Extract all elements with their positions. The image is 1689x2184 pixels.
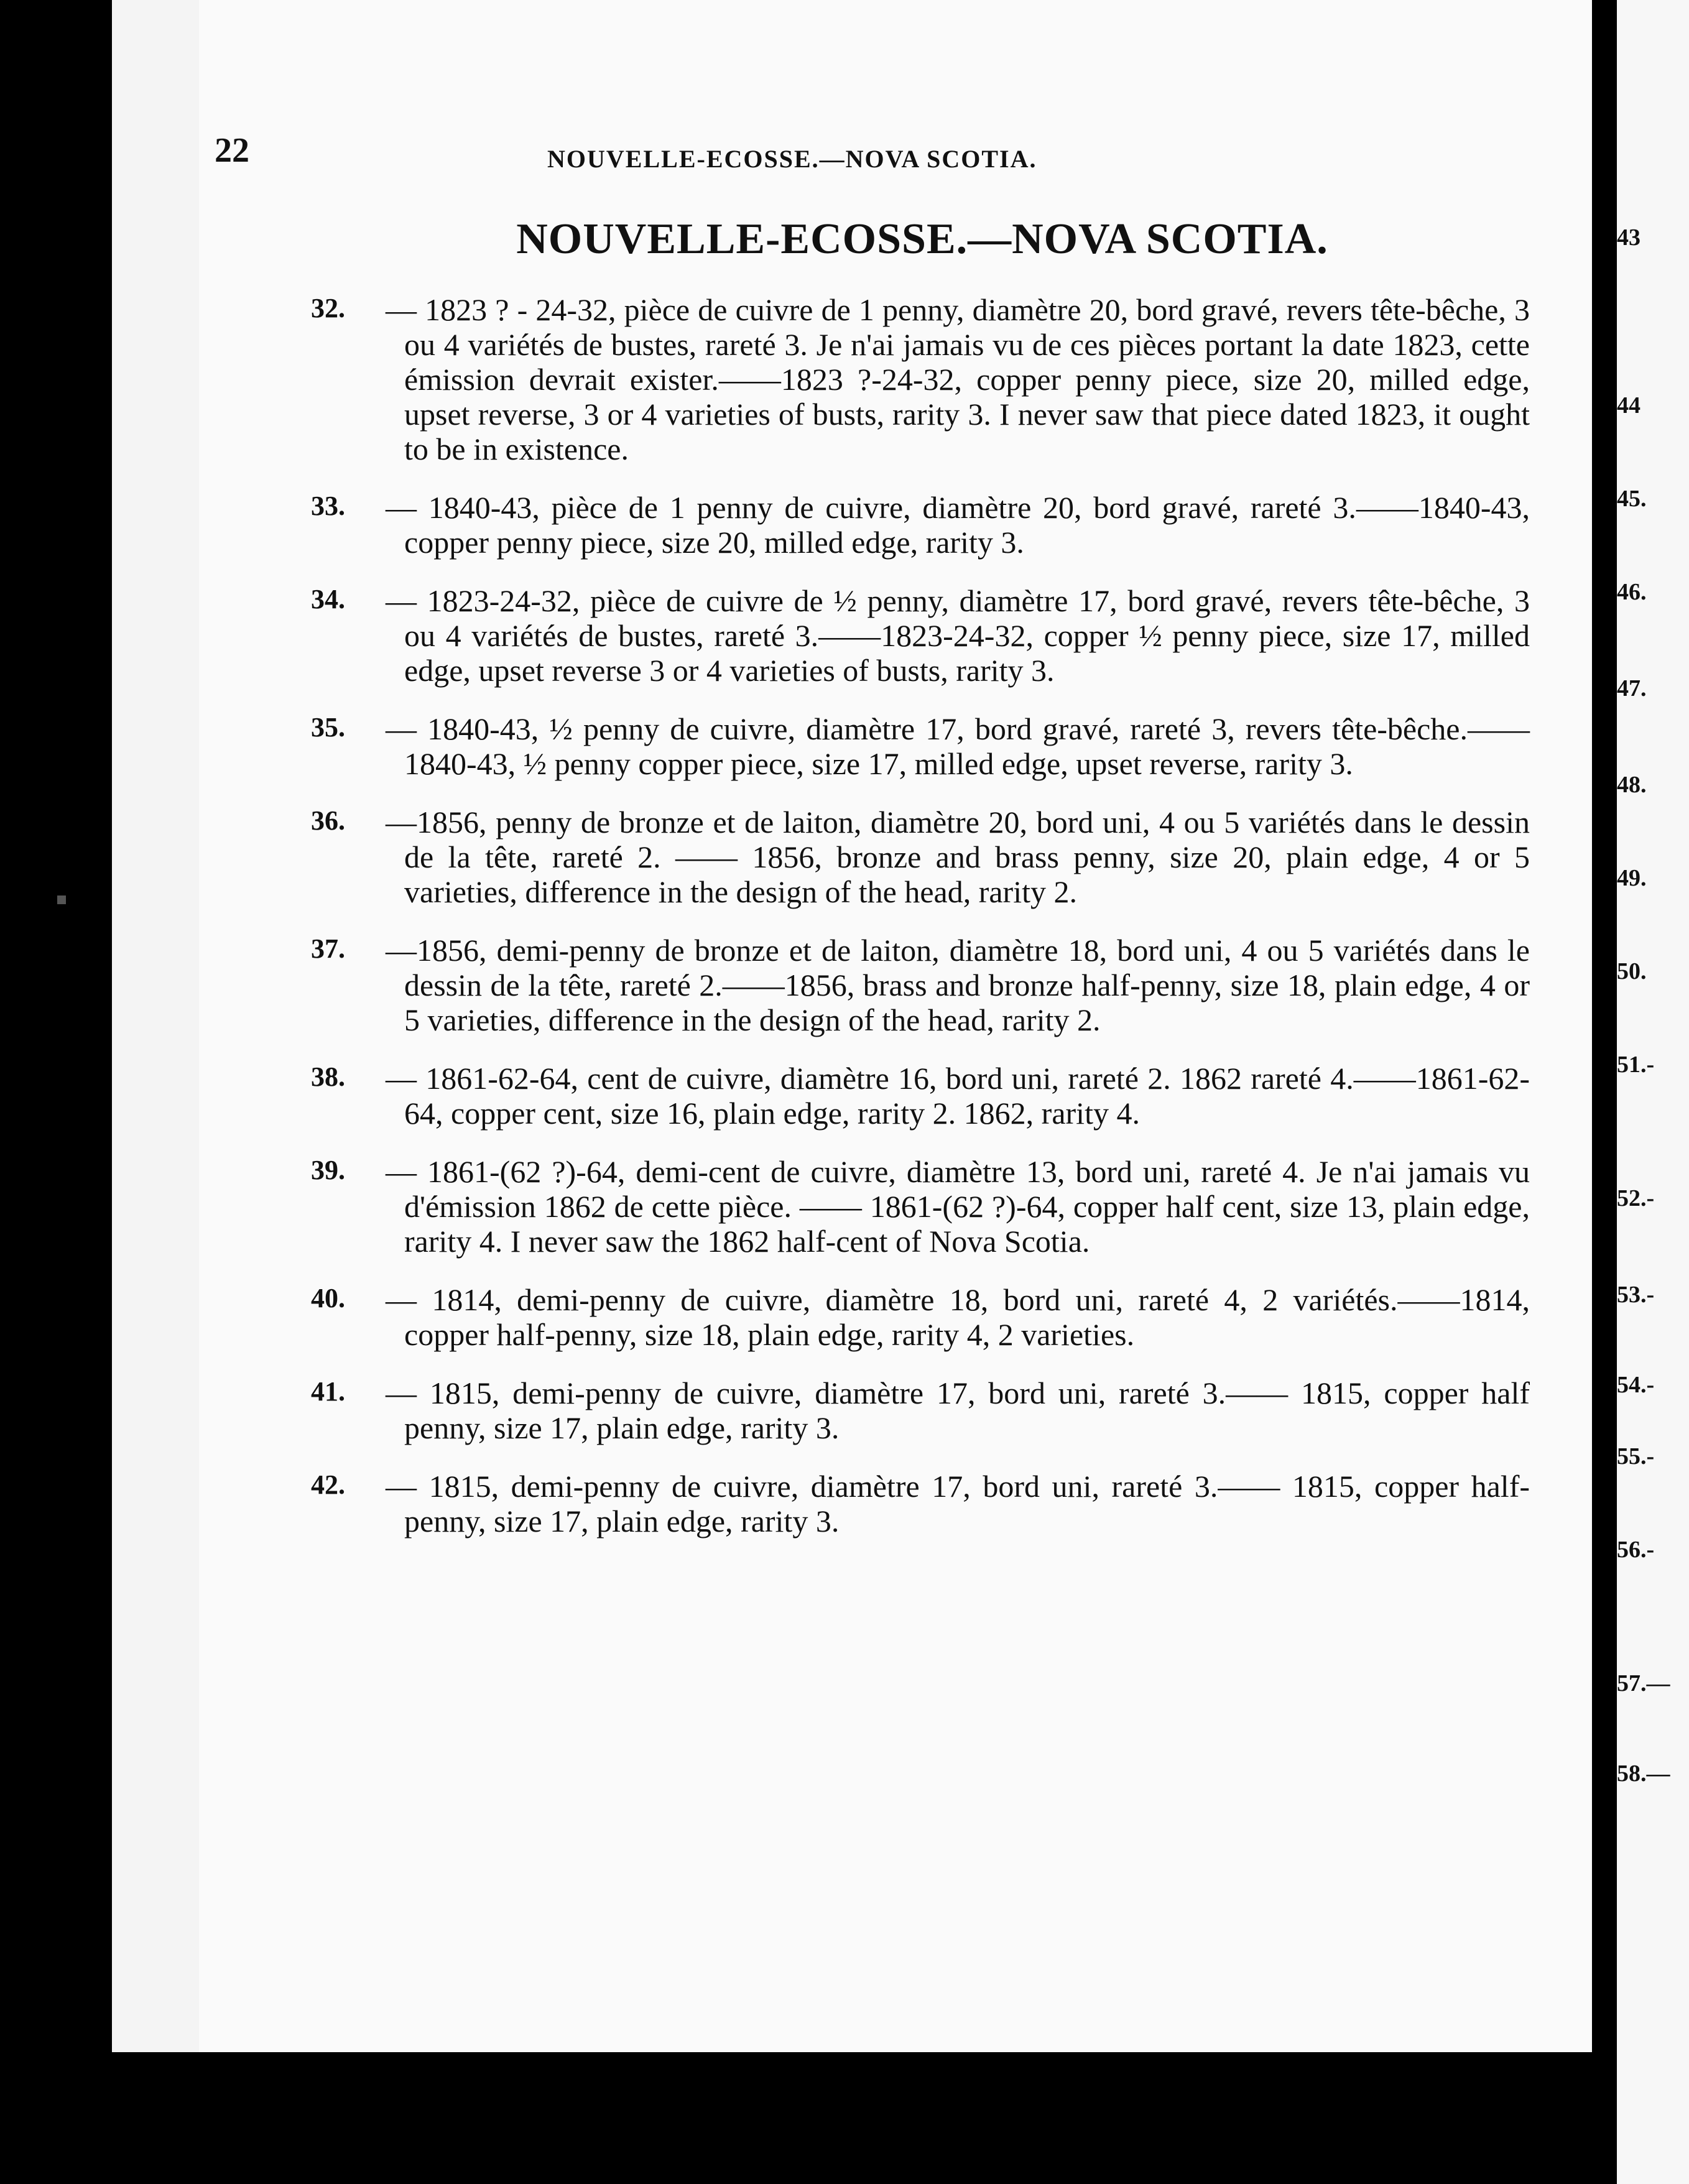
entry-text: — 1861-(62 ?)-64, demi-cent de cuivre, diamètre 13, bord uni, rareté 4. Je n'ai jamais vu d'émission 1862 de cette pièce. —— 1861-(62 ?)-64, copper half cent, size 13, plain edge, rarity 4. I never saw the 1862 half-cent of Nova Scotia. bbox=[386, 1154, 1530, 1259]
running-head bbox=[0, 131, 1689, 173]
adjacent-entry-number: 54.- bbox=[1617, 1372, 1655, 1398]
adjacent-entry-number: 51.- bbox=[1617, 1052, 1655, 1078]
list-item bbox=[311, 583, 1530, 688]
entry-number: 32. bbox=[311, 293, 345, 323]
adjacent-entry-number: 57.— bbox=[1617, 1670, 1670, 1696]
adjacent-entry-number: 52.- bbox=[1617, 1185, 1655, 1211]
list-item bbox=[311, 711, 1530, 781]
entry-number: 38. bbox=[311, 1062, 345, 1092]
list-item bbox=[311, 805, 1530, 909]
entry-number: 33. bbox=[311, 491, 345, 521]
adjacent-entry-number: 44 bbox=[1617, 392, 1640, 419]
entry-number: 39. bbox=[311, 1155, 345, 1185]
adjacent-entry-number: 48. bbox=[1617, 772, 1647, 798]
adjacent-entry-number: 43 bbox=[1617, 224, 1640, 251]
adjacent-entry-number: 55.- bbox=[1617, 1443, 1655, 1469]
book-gutter bbox=[1592, 0, 1617, 2184]
list-item bbox=[311, 490, 1530, 560]
page-title: NOUVELLE-ECOSSE.—NOVA SCOTIA. bbox=[516, 215, 1328, 263]
list-item bbox=[311, 1469, 1530, 1539]
adjacent-entry-number: 45. bbox=[1617, 486, 1647, 512]
list-item bbox=[311, 1154, 1530, 1259]
entry-number: 36. bbox=[311, 805, 345, 836]
entry-text: —1856, demi-penny de bronze et de laiton, diamètre 18, bord uni, 4 ou 5 variétés dans le dessin de la tête, rareté 2.——1856, brass and bronze half-penny, size 18, plain edge, 4 or 5 varieties, difference in the design of the head, rarity 2. bbox=[386, 933, 1530, 1037]
entry-text: — 1815, demi-penny de cuivre, diamètre 17, bord uni, rareté 3.—— 1815, copper half penny, size 17, plain edge, rarity 3. bbox=[386, 1376, 1530, 1445]
adjacent-entry-number: 46. bbox=[1617, 579, 1647, 605]
adjacent-entry-number: 47. bbox=[1617, 675, 1647, 701]
scan-mark bbox=[57, 895, 66, 904]
list-item bbox=[311, 1061, 1530, 1131]
adjacent-entry-number: 58.— bbox=[1617, 1761, 1670, 1787]
page-edge bbox=[180, 0, 201, 2052]
entry-text: — 1814, demi-penny de cuivre, diamètre 18, bord uni, rareté 4, 2 variétés.——1814, copper half-penny, size 18, plain edge, rarity 4, 2 varieties. bbox=[386, 1282, 1530, 1352]
entry-text: — 1840-43, pièce de 1 penny de cuivre, diamètre 20, bord gravé, rareté 3.——1840-43, copper penny piece, size 20, milled edge, rarity 3. bbox=[386, 490, 1530, 560]
page-number: 22 bbox=[215, 131, 249, 170]
entry-text: — 1823 ? - 24-32, pièce de cuivre de 1 penny, diamètre 20, bord gravé, revers tête-bêche, 3 ou 4 variétés de bustes, rareté 3. Je n'ai jamais vu de ces pièces portant la date 1823, cette émission devrait exister.——1823 ?-24-32, copper penny piece, size 20, milled edge, upset reverse, 3 or 4 varieties of busts, rarity 3. I never saw that piece dated 1823, it ought to be in existence. bbox=[386, 292, 1530, 466]
entry-number: 34. bbox=[311, 584, 345, 614]
list-item bbox=[311, 933, 1530, 1037]
entry-number: 42. bbox=[311, 1469, 345, 1500]
entry-text: — 1861-62-64, cent de cuivre, diamètre 16, bord uni, rareté 2. 1862 rareté 4.——1861-62-64, copper cent, size 16, plain edge, rarity 2. 1862, rarity 4. bbox=[386, 1061, 1530, 1131]
adjacent-page-margin bbox=[1617, 0, 1689, 2184]
entry-text: — 1840-43, ½ penny de cuivre, diamètre 17, bord gravé, rareté 3, revers tête-bêche.——1840-43, ½ penny copper piece, size 17, milled edge, upset reverse, rarity 3. bbox=[386, 711, 1530, 781]
entry-number: 40. bbox=[311, 1283, 345, 1313]
entry-number: 37. bbox=[311, 933, 345, 964]
list-item bbox=[311, 292, 1530, 466]
entry-text: —1856, penny de bronze et de laiton, diamètre 20, bord uni, 4 ou 5 variétés dans le dessin de la tête, rareté 2. —— 1856, bronze and brass penny, size 20, plain edge, 4 or 5 varieties, difference in the design of the head, rarity 2. bbox=[386, 805, 1530, 909]
list-item bbox=[311, 1376, 1530, 1445]
list-item bbox=[311, 1282, 1530, 1352]
running-title: NOUVELLE-ECOSSE.—NOVA SCOTIA. bbox=[547, 145, 1037, 173]
adjacent-entry-number: 49. bbox=[1617, 865, 1647, 891]
page-stack-edge bbox=[0, 0, 205, 2184]
entry-text: — 1815, demi-penny de cuivre, diamètre 17, bord uni, rareté 3.—— 1815, copper half-penny, size 17, plain edge, rarity 3. bbox=[386, 1469, 1530, 1539]
adjacent-entry-number: 53.- bbox=[1617, 1282, 1655, 1308]
entry-text: — 1823-24-32, pièce de cuivre de ½ penny, diamètre 17, bord gravé, revers tête-bêche, 3 ou 4 variétés de bustes, rareté 3.——1823-24-32, copper ½ penny piece, size 17, milled edge, upset reverse 3 or 4 varieties of busts, rarity 3. bbox=[386, 583, 1530, 688]
adjacent-entry-number: 56.- bbox=[1617, 1537, 1655, 1563]
entry-number: 35. bbox=[311, 712, 345, 743]
entry-number: 41. bbox=[311, 1376, 345, 1407]
coin-entry-list bbox=[311, 292, 1530, 1562]
adjacent-entry-number: 50. bbox=[1617, 958, 1647, 984]
